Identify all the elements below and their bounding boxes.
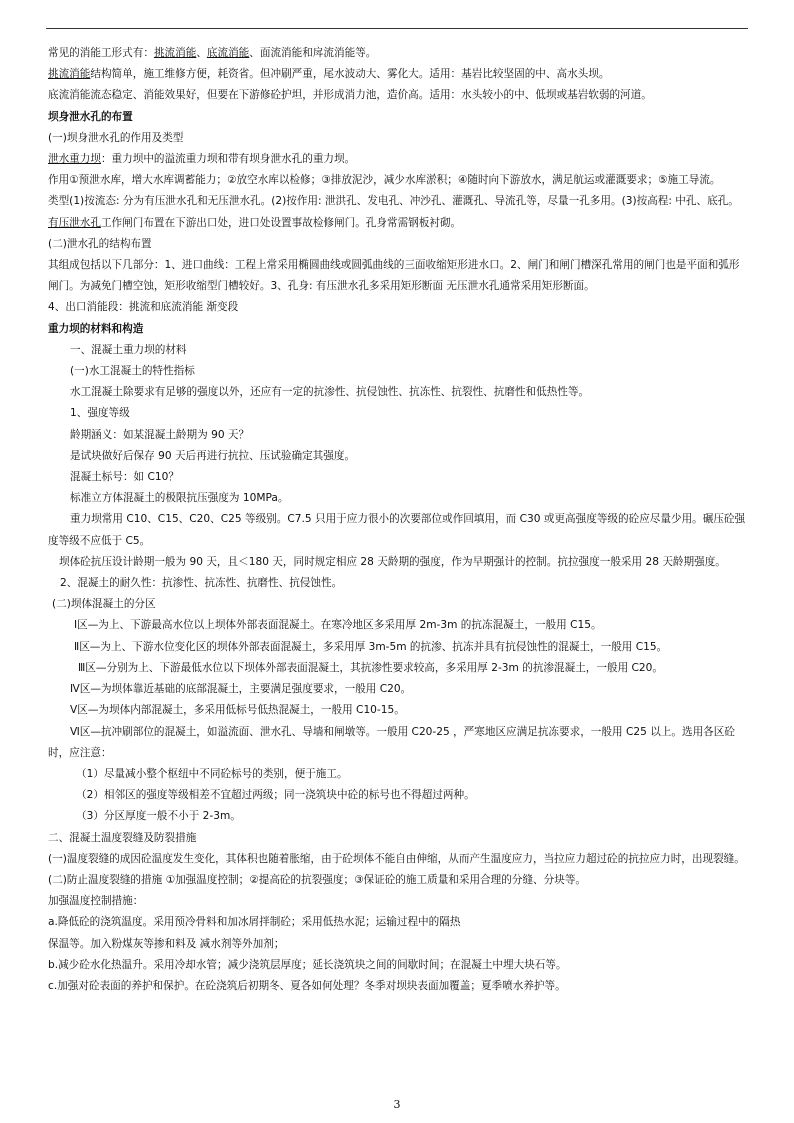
paragraph (48, 43, 750, 64)
paragraph: 坝体砼抗压设计龄期一般为 90 天，且＜180 天，同时规定相应 28 天龄期的强度，作为早期强计的控制。抗拉强度一般采用 28 天龄期强度。 (59, 555, 726, 568)
underlined-term: 挑流消能 (48, 68, 91, 81)
text: 、面流消能和戽流消能等。 (249, 47, 377, 59)
paragraph: 类型(1)按流态: 分为有压泄水孔和无压泄水孔。(2)按作用: 泄洪孔、发电孔、冲沙孔、灌溉孔、导流孔等，尽量一孔多用。(3)按高程: 中孔、底孔。 (48, 195, 739, 208)
paragraph: 4、出口消能段：挑流和底流消能 渐变段 (48, 301, 239, 314)
paragraph: 底流消能流态稳定、消能效果好，但要在下游修砼护坦，并形成消力池，造价高。适用：水头较小的中、低坝或基岩软弱的河道。 (48, 89, 652, 102)
zone-item: Ⅵ区—抗冲刷部位的混凝土，如溢流面、泄水孔、导墙和闸墩等。一般用 C20-25 ，严寒地区应满足抗冻要求，一般用 C25 以上。选用各区砼时，应注意： (48, 725, 735, 759)
paragraph: 是试块做好后保存 90 天后再进行抗拉、压试验确定其强度。 (70, 449, 356, 462)
paragraph (48, 149, 750, 170)
section-heading: 重力坝的材料和构造 (48, 322, 144, 335)
list-item: 保温等。加入粉煤灰等掺和料及 减水剂等外加剂； (48, 937, 285, 950)
page-number: 3 (393, 1098, 401, 1111)
text: 、 (196, 47, 207, 59)
underlined-term: 有压泄水孔 (48, 216, 101, 229)
paragraph: (一)温度裂缝的成因砼温度发生变化，其体积也随着胀缩，由于砼坝体不能自由伸缩，从而产生温度应力，当拉应力超过砼的抗拉应力时，出现裂缝。 (48, 852, 745, 865)
header-rule (46, 28, 748, 29)
subheading: (二)泄水孔的结构布置 (48, 237, 152, 250)
subheading: 二、混凝土温度裂缝及防裂措施 (48, 831, 197, 844)
text: 工作闸门布置在下游出口处，进口处设置事故检修闸门。孔身常需钢板衬砌。 (100, 216, 462, 229)
list-item: c.加强对砼表面的养护和保护。在砼浇筑后初期冬、夏各如何处理？冬季对坝块表面加覆盖；夏季喷水养护等。 (48, 979, 566, 992)
list-item: b.减少砼水化热温升。采用冷却水管；减少浇筑层厚度；延长浇筑块之间的间歇时间；在混凝土中埋大块石等。 (48, 958, 567, 971)
paragraph: 标准立方体混凝土的极限抗压强度为 10MPa。 (70, 492, 289, 505)
text: 常见的消能工形式有： (48, 47, 154, 59)
zone-item: Ⅴ区—为坝体内部混凝土，多采用低标号低热混凝土，一般用 C10-15。 (70, 704, 405, 717)
paragraph: 作用①预泄水库，增大水库调蓄能力；②放空水库以检修；③排放泥沙，减少水库淤积；④随时向下游放水，满足航运或灌溉要求；⑤施工导流。 (48, 174, 721, 187)
paragraph: 混凝土标号：如 C10？ (70, 471, 179, 484)
zone-item: Ⅳ区—为坝体靠近基础的底部混凝土，主要满足强度要求，一般用 C20。 (70, 683, 412, 696)
subheading: (二)坝体混凝土的分区 (52, 598, 156, 611)
paragraph: 龄期涵义：如某混凝土龄期为 90 天？ (70, 428, 250, 441)
paragraph: 其组成包括以下几部分：1、进口曲线：工程上常采用椭圆曲线或圆弧曲线的三面收缩矩形进水口。2、闸门和闸门槽深孔常用的闸门也是平面和弧形闸门。为减免门槽空蚀，矩形收缩型门槽较好。3、孔身: 有压泄水孔多采用矩形断面 无压泄水孔通常采用矩形断面。 (48, 259, 740, 293)
subheading: 一、混凝土重力坝的材料 (70, 343, 187, 356)
zone-item: Ⅱ区—为上、下游水位变化区的坝体外部表面混凝土，多采用厚 3m-5m 的抗渗、抗冻并具有抗侵蚀性的混凝土，一般用 C15。 (74, 640, 668, 653)
document-body (48, 43, 750, 997)
paragraph: 水工混凝土除要求有足够的强度以外，还应有一定的抗渗性、抗侵蚀性、抗冻性、抗裂性、抗磨性和低热性等。 (70, 386, 590, 399)
underlined-term: 底流消能 (206, 47, 250, 59)
text: ：重力坝中的溢流重力坝和带有坝身泄水孔的重力坝。 (100, 153, 356, 166)
subheading: (一)坝身泄水孔的作用及类型 (48, 131, 184, 144)
text: 结构简单，施工维修方便，耗资省。但冲刷严重，尾水波动大、雾化大。适用：基岩比较坚固的中、高水头坝。 (90, 68, 610, 81)
paragraph (48, 213, 750, 234)
underlined-term: 泄水重力坝 (48, 153, 101, 166)
list-item: （1）尽量减小整个枢纽中不同砼标号的类别，便于施工。 (76, 767, 348, 780)
paragraph: (二)防止温度裂缝的措施 ①加强温度控制；②提高砼的抗裂强度；③保证砼的施工质量和采用合理的分缝、分块等。 (48, 873, 587, 886)
paragraph: 1、强度等级 (70, 407, 130, 420)
list-item: （2）相邻区的强度等级相差不宜超过两级；同一浇筑块中砼的标号也不得超过两种。 (76, 789, 475, 802)
underlined-term: 挑流消能 (153, 47, 197, 59)
paragraph (48, 64, 750, 85)
zone-item: Ⅲ区—分别为上、下游最低水位以下坝体外部表面混凝土，其抗渗性要求较高，多采用厚 2-3m 的抗渗混凝土，一般用 C20。 (78, 661, 663, 674)
paragraph: 2、混凝土的耐久性：抗渗性、抗冻性、抗磨性、抗侵蚀性。 (60, 577, 343, 590)
section-heading: 坝身泄水孔的布置 (48, 110, 133, 123)
zone-item: Ⅰ区—为上、下游最高水位以上坝体外部表面混凝土。在寒冷地区多采用厚 2m-3m 的抗冻混凝土，一般用 C15。 (74, 619, 602, 632)
list-item: （3）分区厚度一般不小于 2-3m。 (76, 810, 241, 823)
paragraph: 加强温度控制措施： (48, 895, 144, 908)
subheading: (一)水工混凝土的特性指标 (70, 365, 195, 378)
list-item: a.降低砼的浇筑温度。采用预冷骨料和加冰屑拌制砼；采用低热水泥；运输过程中的隔热 (48, 916, 461, 929)
paragraph: 重力坝常用 C10、C15、C20、C25 等级别。C7.5 只用于应力很小的次要部位或作回填用，而 C30 或更高强度等级的砼应尽量少用。碾压砼强度等级不应低于 C5。 (48, 513, 746, 547)
